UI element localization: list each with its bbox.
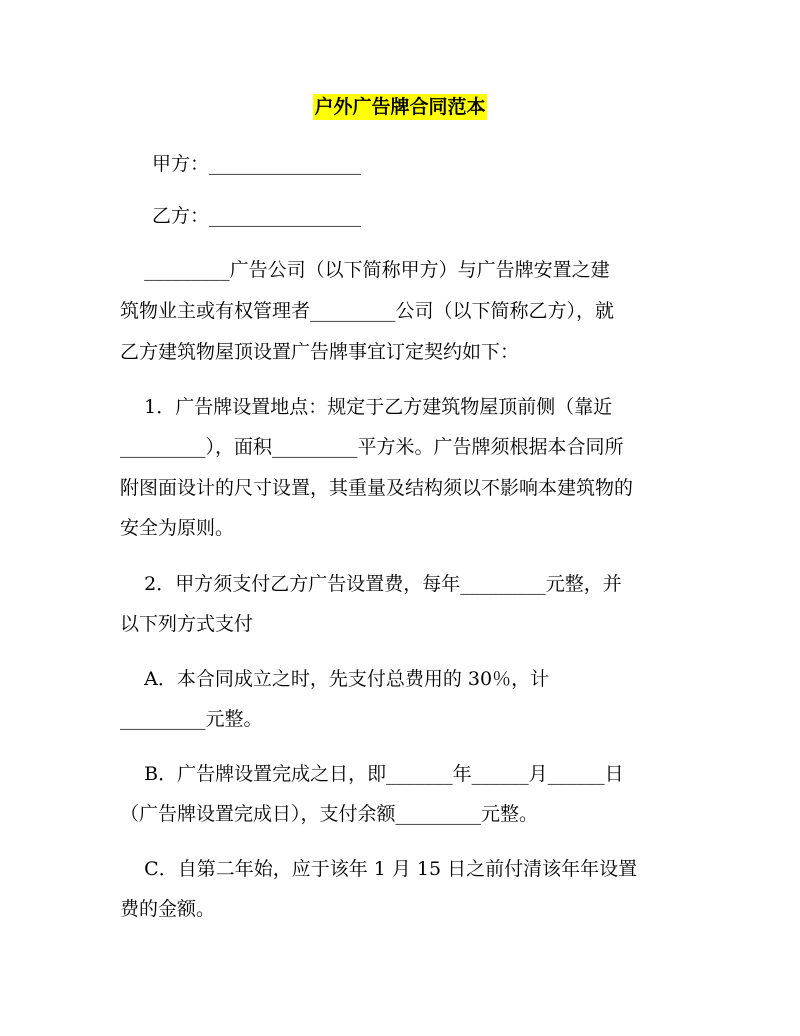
clauseC-line-2: 费的金额。	[120, 898, 216, 920]
intro-line-3: 乙方建筑物屋顶设置广告牌事宜订定契约如下：	[120, 341, 520, 363]
clause1-line-2: _________），面积_________平方米。广告牌须根据本合同所	[120, 436, 624, 458]
clauseC-line-1: C．自第二年始，应于该年 1 月 15 日之前付清该年年设置	[120, 858, 638, 880]
clause2-line-2: 以下列方式支付	[120, 613, 254, 635]
clause1-line-1: 1．广告牌设置地点：规定于乙方建筑物屋顶前侧（靠近	[120, 396, 613, 418]
party-a-line: 甲方：________________	[152, 153, 362, 175]
clauseA-line-2: _________元整。	[120, 708, 263, 730]
clauseB-line-2: （广告牌设置完成日），支付余额_________元整。	[120, 803, 539, 825]
intro-line-2: 筑物业主或有权管理者_________公司（以下简称乙方），就	[120, 300, 615, 322]
clause1-line-4: 安全为原则。	[120, 517, 235, 539]
clause2-line-1: 2．甲方须支付乙方广告设置费，每年_________元整，并	[120, 573, 622, 595]
document-title: 户外广告牌合同范本	[314, 96, 486, 118]
title-container	[0, 94, 800, 120]
clauseB-line-1: B．广告牌设置完成之日，即_______年______月______日	[120, 763, 624, 785]
clause1-line-3: 附图面设计的尺寸设置，其重量及结构须以不影响本建筑物的	[120, 477, 634, 499]
party-b-line: 乙方：________________	[152, 205, 362, 227]
intro-line-1: _________广告公司（以下简称甲方）与广告牌安置之建	[120, 259, 610, 281]
clauseA-line-1: A．本合同成立之时，先支付总费用的 30％，计	[120, 668, 550, 690]
